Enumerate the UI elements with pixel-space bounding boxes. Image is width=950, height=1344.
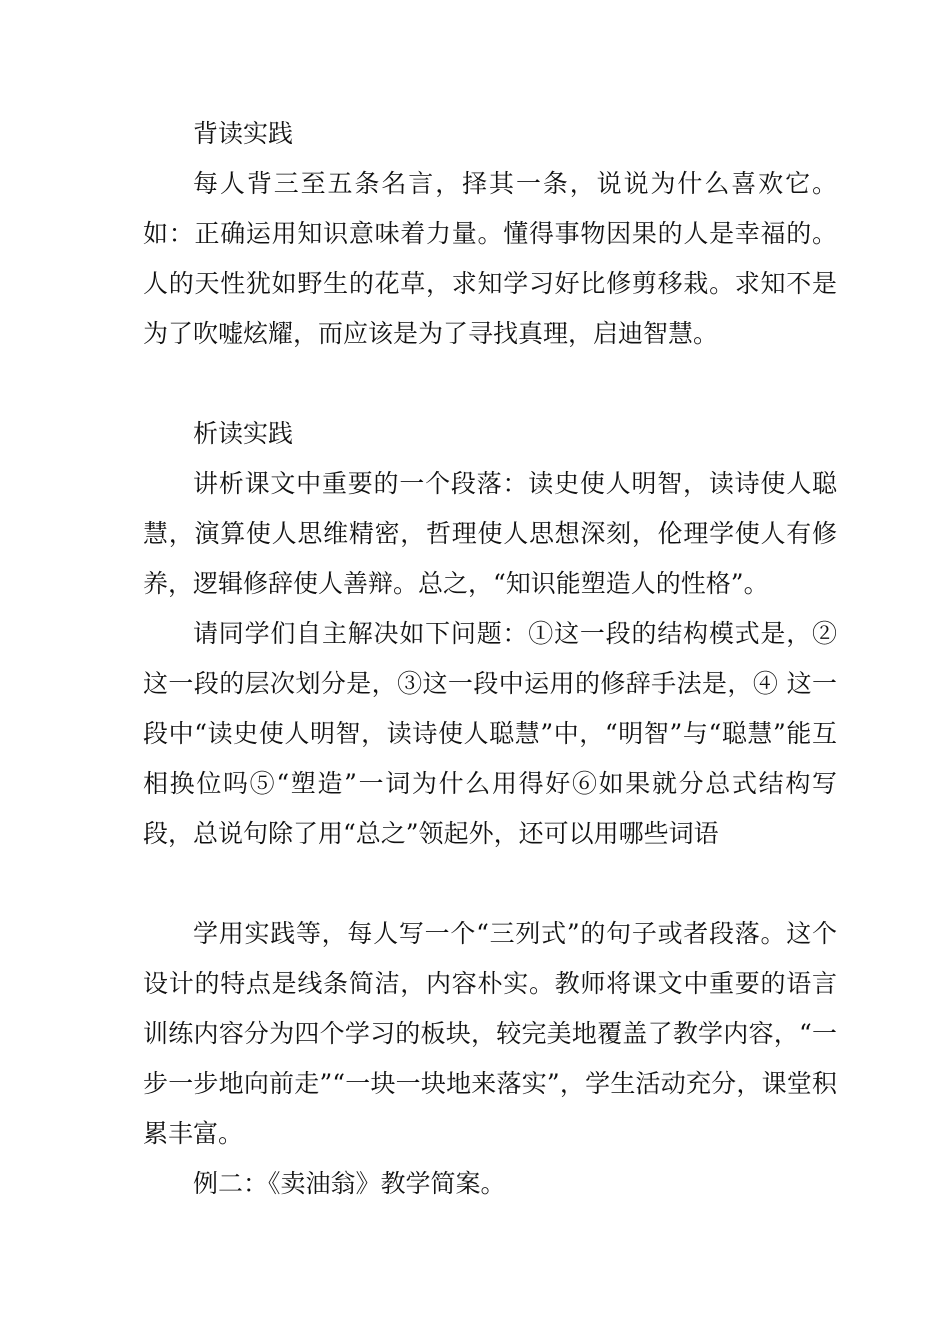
section-heading-xidu: 析读实践 <box>193 419 294 448</box>
paragraph-example-two: 例二：《卖油翁》教学简案。 <box>193 1169 506 1198</box>
paragraph-beidu-body: 每人背三至五条名言，择其一条，说说为什么喜欢它。如：正确运用知识意味着力量。懂得事物因果的人是幸福的。人的天性犹如野生的花草，求知学习好比修剪移栽。求知不是为了吹嘘炫耀，而应该是为了寻找真理，启迪智慧。 <box>143 169 837 348</box>
paragraph-xidu-body: 讲析课文中重要的一个段落：读史使人明智，读诗使人聪慧，演算使人思维精密，哲理使人思想深刻，伦理学使人有修养，逻辑修辞使人善辩。总之，“知识能塑造人的性格”。 <box>143 469 837 598</box>
section-heading-beidu: 背读实践 <box>193 119 294 148</box>
paragraph-xueyong: 学用实践等，每人写一个“三列式”的句子或者段落。这个设计的特点是线条简洁，内容朴实。教师将课文中重要的语言训练内容分为四个学习的板块，较完美地覆盖了教学内容，“一步一步地向前走”“一块一块地来落实”，学生活动充分，课堂积累丰富。 <box>143 919 837 1148</box>
paragraph-questions: 请同学们自主解决如下问题：①这一段的结构模式是，② 这一段的层次划分是，③这一段中运用的修辞手法是，④ 这一段中“读史使人明智，读诗使人聪慧”中，“明智”与“聪慧”能互相换位吗⑤“塑造”一词为什么用得好⑥如果就分总式结构写段，总说句除了用“总之”领起外，还可以用哪些词语 <box>143 619 837 848</box>
